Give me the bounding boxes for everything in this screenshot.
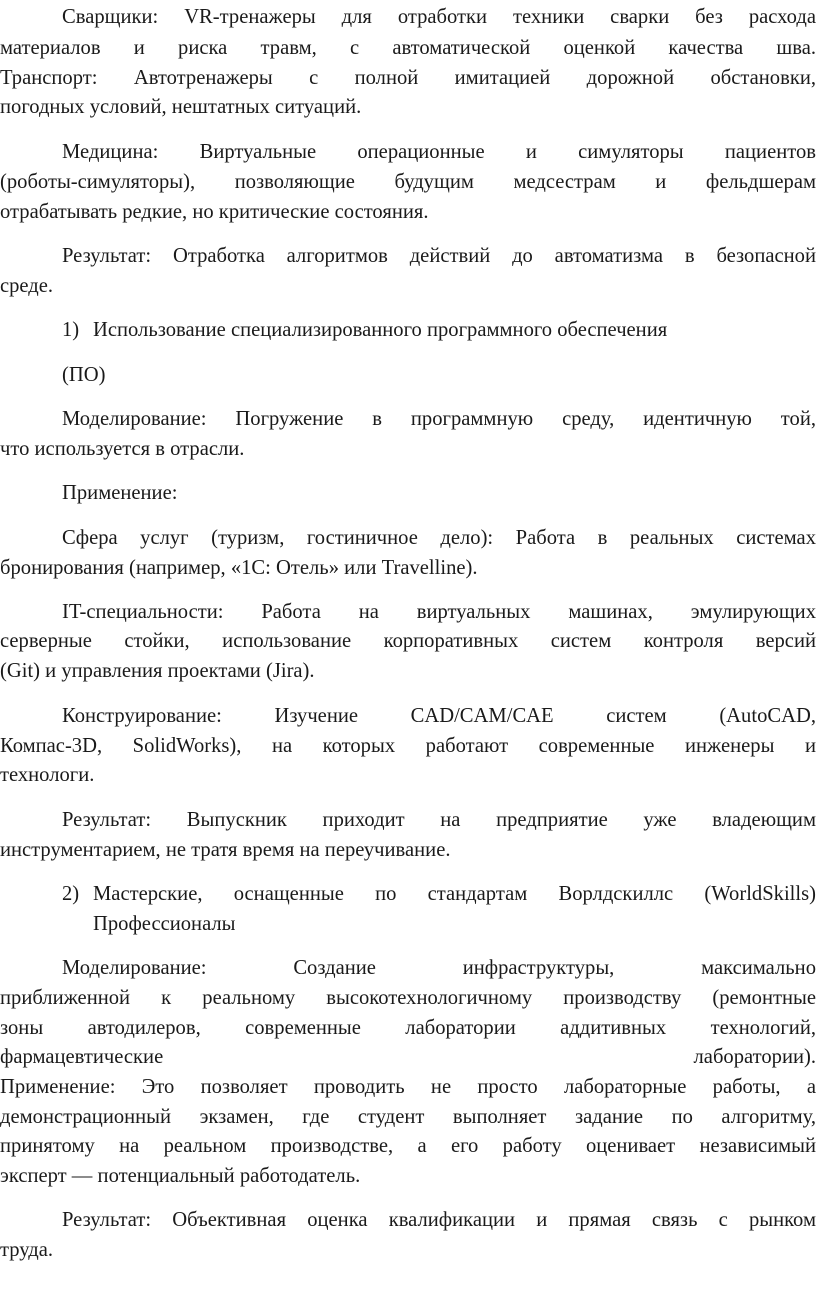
list-item-1-text: Использование специализированного программного обеспечения bbox=[93, 319, 668, 341]
paragraph-transport-line-1: Транспорт: Автотренажеры с полной имитацией дорожной обстановки, bbox=[0, 67, 816, 89]
paragraph-result-2-line-2: инструментарием, не тратя время на переучивание. bbox=[0, 839, 451, 861]
paragraph-application-2-line-2: демонстрационный экзамен, где студент выполняет задание по алгоритму, bbox=[0, 1106, 816, 1128]
paragraph-design-line-2: Компас-3D, SolidWorks), на которых работают современные инженеры и bbox=[0, 735, 816, 757]
paragraph-modeling-2-line-4-end: лаборатории). bbox=[693, 1046, 816, 1068]
list-item-1 bbox=[0, 317, 816, 344]
paragraph-modeling-2-line-3: зоны автодилеров, современные лаборатории аддитивных технологий, bbox=[0, 1017, 816, 1039]
paragraph-design-line-3: технологи. bbox=[0, 764, 95, 786]
paragraph-result-2-line-1: Результат: Выпускник приходит на предприятие уже владеющим bbox=[62, 809, 816, 831]
paragraph-result-1-line-2: среде. bbox=[0, 275, 54, 297]
paragraph-welders-line-2: материалов и риска травм, с автоматической оценкой качества шва. bbox=[0, 37, 816, 59]
paragraph-it-line-3: (Git) и управления проектами (Jira). bbox=[0, 660, 315, 682]
paragraph-application-2-line-4: эксперт — потенциальный работодатель. bbox=[0, 1165, 361, 1187]
paragraph-application-2-line-1: Применение: Это позволяет проводить не просто лабораторные работы, а bbox=[0, 1076, 816, 1098]
paragraph-modeling-2-line-2: приближенной к реальному высокотехнологичному производству (ремонтные bbox=[0, 987, 816, 1009]
list-item-2-continuation: Профессионалы bbox=[93, 913, 236, 935]
paragraph-modeling-2-line-4 bbox=[0, 1044, 816, 1071]
paragraph-result-1-line-1: Результат: Отработка алгоритмов действий до автоматизма в безопасной bbox=[62, 245, 816, 267]
paragraph-transport-line-2: погодных условий, нештатных ситуаций. bbox=[0, 96, 362, 118]
paragraph-result-3-line-2: труда. bbox=[0, 1239, 54, 1261]
paragraph-design-line-1: Конструирование: Изучение CAD/CAM/CAE систем (AutoCAD, bbox=[62, 705, 816, 727]
paragraph-welders-line-1: Сварщики: VR-тренажеры для отработки техники сварки без расхода bbox=[62, 6, 816, 28]
list-item-1-number: 1) bbox=[62, 319, 80, 341]
list-item-2 bbox=[0, 881, 816, 908]
paragraph-modeling-1-line-1: Моделирование: Погружение в программную среду, идентичную той, bbox=[62, 408, 816, 430]
paragraph-it-line-1: IT-специальности: Работа на виртуальных машинах, эмулирующих bbox=[62, 601, 816, 623]
paragraph-modeling-2-line-4-start: фармацевтические bbox=[0, 1046, 164, 1068]
list-item-1-continuation: (ПО) bbox=[62, 364, 106, 386]
paragraph-medicine-line-1: Медицина: Виртуальные операционные и симуляторы пациентов bbox=[62, 141, 816, 163]
paragraph-result-3-line-1: Результат: Объективная оценка квалификации и прямая связь с рынком bbox=[62, 1209, 816, 1231]
paragraph-modeling-1-line-2: что используется в отрасли. bbox=[0, 438, 245, 460]
paragraph-application-heading: Применение: bbox=[62, 482, 178, 504]
paragraph-application-2-line-3: принятому на реальном производстве, а его работу оценивает независимый bbox=[0, 1135, 816, 1157]
paragraph-modeling-2-line-1: Моделирование: Создание инфраструктуры, максимально bbox=[62, 957, 816, 979]
paragraph-medicine-line-2: (роботы-симуляторы), позволяющие будущим медсестрам и фельдшерам bbox=[0, 171, 816, 193]
paragraph-services-line-1: Сфера услуг (туризм, гостиничное дело): Работа в реальных системах bbox=[62, 527, 816, 549]
paragraph-services-line-2: бронирования (например, «1С: Отель» или Travelline). bbox=[0, 557, 478, 579]
paragraph-it-line-2: серверные стойки, использование корпоративных систем контроля версий bbox=[0, 630, 816, 652]
list-item-2-number: 2) bbox=[62, 883, 80, 905]
paragraph-medicine-line-3: отрабатывать редкие, но критические состояния. bbox=[0, 201, 429, 223]
list-item-2-text: Мастерские, оснащенные по стандартам Ворлдскиллс (WorldSkills) bbox=[93, 883, 816, 905]
